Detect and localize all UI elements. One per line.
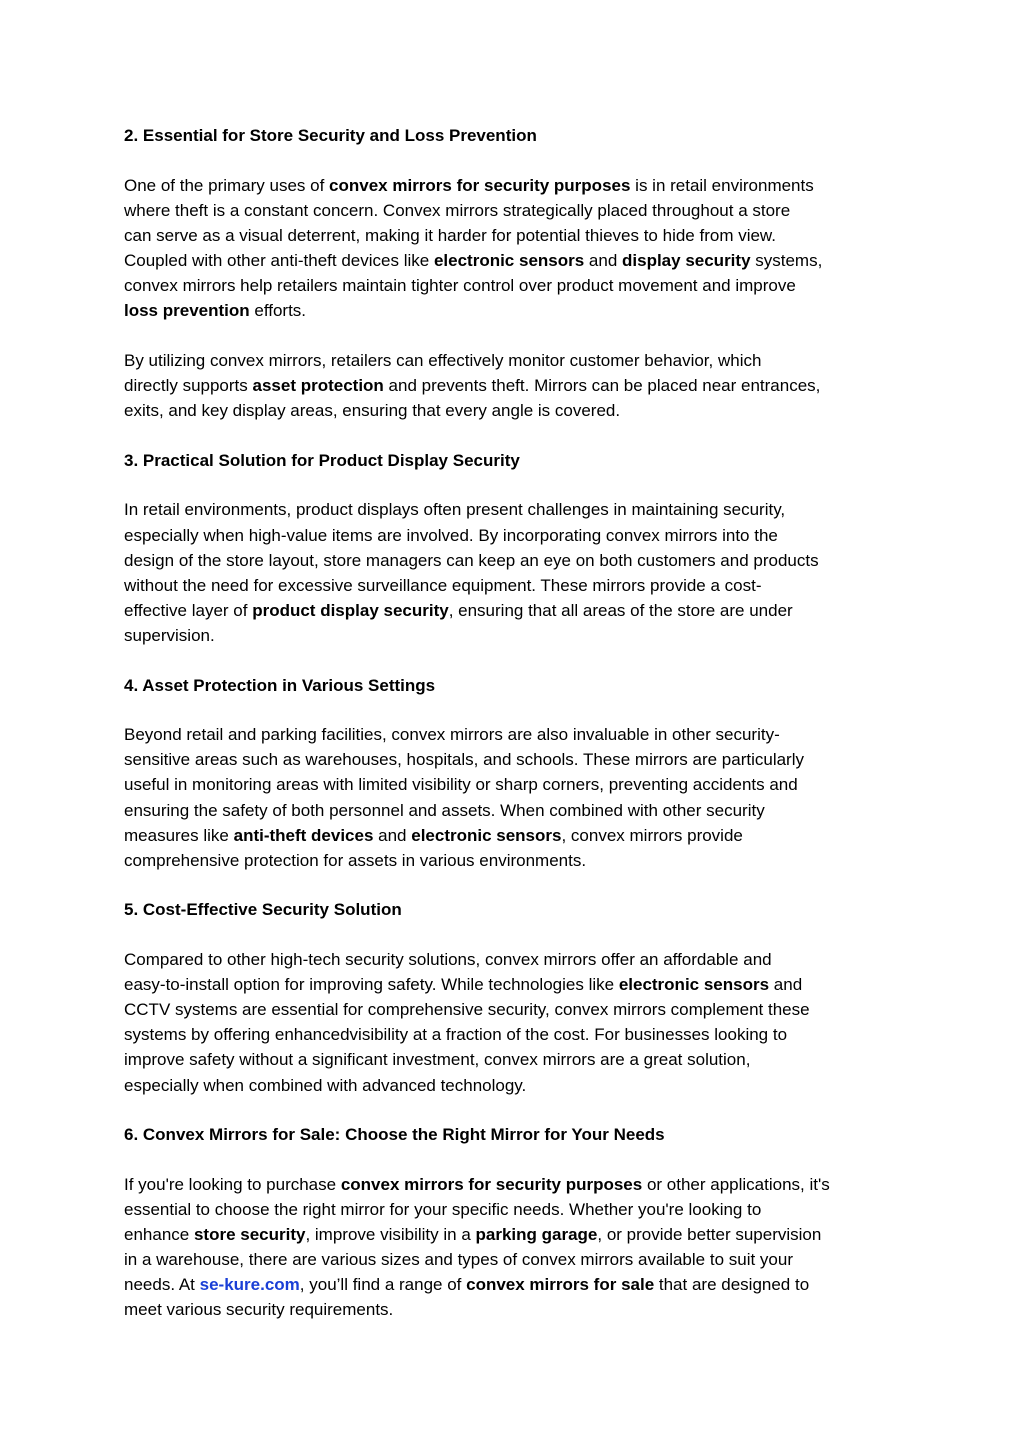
bold-keyword: store security <box>193 1225 306 1245</box>
text-run: Compared to other high-tech security solutions, convex mirrors offer an affordable and <box>124 950 772 970</box>
text-run: If you're looking to purchase <box>124 1174 341 1194</box>
text-run: and <box>584 250 623 270</box>
text-run: directly supports <box>124 375 253 395</box>
text-line <box>124 573 904 598</box>
text-line <box>124 398 904 423</box>
text-line <box>124 223 904 248</box>
text-line <box>124 747 904 772</box>
text-run: , or provide better supervision <box>597 1225 822 1245</box>
text-run: , ensuring that all areas of the store are under <box>448 600 793 620</box>
bold-keyword: electronic sensors <box>618 975 770 995</box>
paragraph <box>124 348 904 423</box>
paragraph <box>124 1172 904 1323</box>
text-line <box>124 972 904 997</box>
text-run: and prevents theft. Mirrors can be placed near entrances, <box>383 375 821 395</box>
bold-keyword: anti-theft devices <box>233 825 374 845</box>
bold-keyword: convex mirrors for security purposes <box>329 175 631 195</box>
text-run: One of the primary uses of <box>124 175 330 195</box>
section-heading: 3. Practical Solution for Product Display Security <box>124 450 520 470</box>
text-line <box>124 348 904 373</box>
text-line <box>124 1047 904 1072</box>
paragraph <box>124 947 904 1098</box>
text-run: efforts. <box>249 301 307 321</box>
text-run: is in retail environments <box>630 175 814 195</box>
text-run: measures like <box>124 825 234 845</box>
text-run: systems, <box>750 250 823 270</box>
section-heading: 5. Cost-Effective Security Solution <box>124 900 402 920</box>
text-line <box>124 722 904 747</box>
text-run: useful in monitoring areas with limited visibility or sharp corners, preventing accidents and <box>124 775 798 795</box>
text-line <box>124 798 904 823</box>
text-run: improve safety without a significant investment, convex mirrors are a great solution, <box>124 1050 751 1070</box>
text-line <box>124 997 904 1022</box>
text-line <box>124 1022 904 1047</box>
bold-keyword: product display security <box>252 600 449 620</box>
text-line <box>124 1297 904 1322</box>
text-run: exits, and key display areas, ensuring that every angle is covered. <box>124 401 621 421</box>
section-heading: 2. Essential for Store Security and Loss Prevention <box>124 126 537 145</box>
text-line <box>124 772 904 797</box>
text-run: essential to choose the right mirror for your specific needs. Whether you're looking to <box>124 1200 762 1220</box>
text-run: and <box>373 825 412 845</box>
text-line <box>124 823 904 848</box>
text-run: without the need for excessive surveillance equipment. These mirrors provide a cost- <box>124 575 762 595</box>
text-line <box>124 1197 904 1222</box>
text-run: or other applications, it's <box>642 1174 830 1194</box>
text-run: especially when high-value items are involved. By incorporating convex mirrors into the <box>124 525 778 545</box>
paragraph <box>124 173 904 324</box>
text-line <box>124 273 904 298</box>
text-line <box>124 497 904 522</box>
text-run: , convex mirrors provide <box>561 825 743 845</box>
text-run: effective layer of <box>124 600 253 620</box>
section-heading: 4. Asset Protection in Various Settings <box>124 675 436 695</box>
text-run: in a warehouse, there are various sizes and types of convex mirrors available to suit your <box>124 1250 793 1270</box>
text-run: ensuring the safety of both personnel and assets. When combined with other security <box>124 800 765 820</box>
text-run: and <box>769 975 803 995</box>
text-run: By utilizing convex mirrors, retailers can effectively monitor customer behavior, which <box>124 350 762 370</box>
section-heading: 6. Convex Mirrors for Sale: Choose the Right Mirror for Your Needs <box>124 1125 665 1145</box>
bold-keyword: parking garage <box>475 1225 598 1245</box>
text-run: needs. At <box>124 1275 200 1295</box>
text-run: CCTV systems are essential for comprehensive security, convex mirrors complement these <box>124 1000 810 1020</box>
text-line <box>124 548 904 573</box>
text-run: that are designed to <box>654 1275 810 1295</box>
bold-keyword: asset protection <box>252 375 384 395</box>
text-run: supervision. <box>124 625 215 645</box>
text-line <box>124 248 904 273</box>
text-run: enhance <box>124 1225 194 1245</box>
text-run: Coupled with other anti-theft devices like <box>124 250 434 270</box>
text-line <box>124 1073 904 1098</box>
text-line <box>124 173 904 198</box>
bold-keyword: convex mirrors for security purposes <box>340 1174 643 1194</box>
text-run: especially when combined with advanced technology. <box>124 1075 527 1095</box>
text-line <box>124 848 904 873</box>
text-line <box>124 1172 904 1197</box>
bold-keyword: electronic sensors <box>411 825 562 845</box>
text-run: sensitive areas such as warehouses, hospitals, and schools. These mirrors are particularly <box>124 750 804 770</box>
bold-keyword: display security <box>622 250 751 270</box>
text-line <box>124 947 904 972</box>
text-run: easy-to-install option for improving safety. While technologies like <box>124 975 619 995</box>
bold-keyword: electronic sensors <box>433 250 585 270</box>
paragraph <box>124 722 904 873</box>
text-run: systems by offering enhancedvisibility at a fraction of the cost. For businesses looking to <box>124 1025 788 1045</box>
bold-keyword: convex mirrors for sale <box>466 1275 655 1295</box>
text-run: In retail environments, product displays often present challenges in maintaining security, <box>124 500 786 520</box>
text-line <box>124 1222 904 1247</box>
document-page <box>124 123 904 1347</box>
text-line <box>124 623 904 648</box>
text-run: design of the store layout, store managers can keep an eye on both customers and products <box>124 550 819 570</box>
text-run: , you’ll find a range of <box>299 1275 467 1295</box>
text-line <box>124 298 904 323</box>
text-run: where theft is a constant concern. Convex mirrors strategically placed throughout a store <box>124 200 791 220</box>
paragraph <box>124 497 904 648</box>
bold-keyword: loss prevention <box>124 301 250 321</box>
text-run: Beyond retail and parking facilities, convex mirrors are also invaluable in other security- <box>124 725 780 745</box>
text-line <box>124 1247 904 1272</box>
text-run: comprehensive protection for assets in various environments. <box>124 850 587 870</box>
text-run: can serve as a visual deterrent, making it harder for potential thieves to hide from view. <box>124 225 776 245</box>
text-line <box>124 1272 904 1297</box>
text-run: meet various security requirements. <box>124 1300 394 1320</box>
text-line <box>124 198 904 223</box>
text-line <box>124 598 904 623</box>
website-link[interactable]: se-kure.com <box>199 1275 300 1295</box>
text-run: , improve visibility in a <box>305 1225 476 1245</box>
text-line <box>124 523 904 548</box>
text-run: convex mirrors help retailers maintain tighter control over product movement and improve <box>124 276 796 296</box>
text-line <box>124 373 904 398</box>
